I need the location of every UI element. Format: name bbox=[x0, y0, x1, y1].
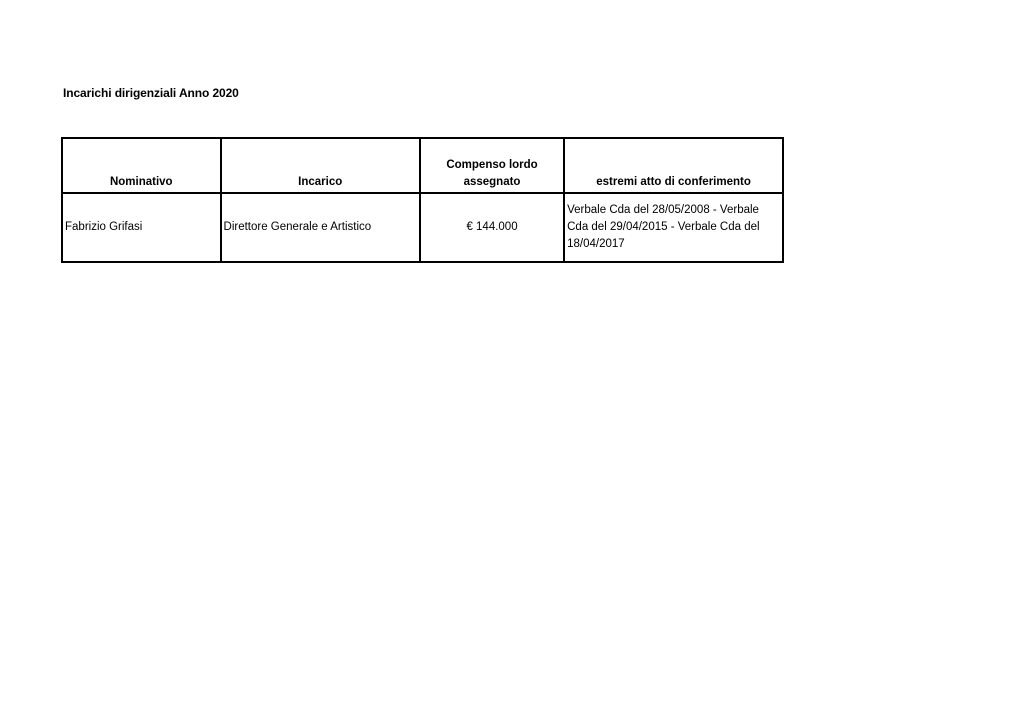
cell-nominativo: Fabrizio Grifasi bbox=[62, 193, 221, 262]
document-title: Incarichi dirigenziali Anno 2020 bbox=[63, 86, 239, 100]
cell-incarico: Direttore Generale e Artistico bbox=[221, 193, 420, 262]
cell-estremi: Verbale Cda del 28/05/2008 - Verbale Cda del 29/04/2015 - Verbale Cda del 18/04/2017 bbox=[564, 193, 783, 262]
header-estremi: estremi atto di conferimento bbox=[564, 138, 783, 193]
table-header-row bbox=[62, 138, 783, 193]
header-compenso: Compenso lordo assegnato bbox=[420, 138, 564, 193]
cell-compenso: € 144.000 bbox=[420, 193, 564, 262]
incarichi-table bbox=[61, 137, 784, 263]
table-row bbox=[62, 193, 783, 262]
header-nominativo: Nominativo bbox=[62, 138, 221, 193]
header-incarico: Incarico bbox=[221, 138, 420, 193]
